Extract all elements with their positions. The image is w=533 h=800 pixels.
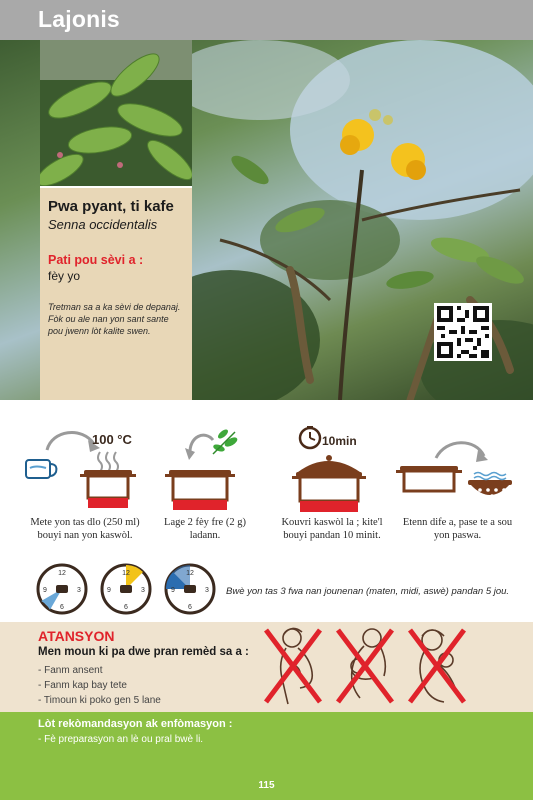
pregnant-woman-icon (262, 624, 324, 708)
svg-text:12: 12 (186, 570, 194, 577)
warning-item: - Fanm ansent (38, 665, 103, 676)
warning-list (38, 663, 161, 708)
svg-text:3: 3 (77, 587, 81, 594)
uses-heading: Pati pou sèvi a : (48, 253, 144, 267)
leaf-closeup-photo (40, 40, 192, 188)
preparation-steps (0, 400, 533, 622)
dosage-text: Bwè yon tas 3 fwa nan jounenan (maten, midi, aswè) pandan 5 jou. (226, 586, 510, 597)
step-2-text: Lage 2 fèy fre (2 g) ladann. (164, 517, 246, 541)
svg-text:3: 3 (141, 587, 145, 594)
recommendation-item: - Fè preparasyon an lè ou pral bwè li. (38, 734, 204, 745)
clock-evening-icon (166, 565, 214, 613)
leaves-pot-icon (165, 426, 255, 512)
step-3-text: Kouvri kaswòl la ; kite'l bouyi pandan 10 minit. (281, 517, 383, 541)
svg-text:12: 12 (122, 570, 130, 577)
warning-item: - Timoun ki poko gen 5 lane (38, 695, 161, 706)
page-number: 115 (258, 780, 275, 791)
plant-common-name: Pwa pyant, ti kafe (48, 198, 174, 215)
svg-text:12: 12 (58, 570, 66, 577)
strainer-icon (396, 440, 516, 512)
plant-scientific-name: Senna occidentalis (48, 217, 158, 232)
treatment-note: Tretman sa a ka sèvi de depanaj. Fòk ou ale nan yon sant sante pou jwenn lòt kalite swen. (48, 302, 181, 336)
page-header (0, 0, 533, 40)
uses-value: fèy yo (48, 269, 81, 283)
svg-text:6: 6 (188, 604, 192, 611)
warning-subtitle: Men moun ki pa dwe pran remèd sa a : (38, 646, 249, 658)
temperature-label: 100 °C (92, 432, 132, 447)
svg-text:6: 6 (124, 604, 128, 611)
warning-title: ATANSYON (38, 628, 115, 644)
svg-text:9: 9 (107, 587, 111, 594)
breastfeeding-icon (334, 624, 396, 708)
child-icon (406, 624, 468, 708)
svg-text:9: 9 (43, 587, 47, 594)
svg-text:6: 6 (60, 604, 64, 611)
step-4-text: Etenn dife a, pase te a sou yon paswa. (402, 517, 513, 541)
step-1-text: Mete yon tas dlo (250 ml) bouyi nan yon kaswòl. (30, 517, 140, 541)
page-title: Lajonis (38, 6, 120, 32)
dosage-clocks (36, 563, 216, 615)
svg-text:9: 9 (171, 587, 175, 594)
plant-info-panel (40, 188, 192, 400)
qr-code[interactable] (434, 303, 492, 361)
clock-morning-icon (38, 565, 86, 613)
warning-item: - Fanm kap bay tete (38, 680, 127, 691)
recommendations-title: Lòt rekòmandasyon ak enfòmasyon : (38, 718, 233, 730)
clock-noon-icon (102, 565, 150, 613)
warning-section (0, 622, 533, 712)
recommendations-section (0, 712, 533, 800)
timer-label: 10min (322, 434, 357, 448)
svg-text:3: 3 (205, 587, 209, 594)
